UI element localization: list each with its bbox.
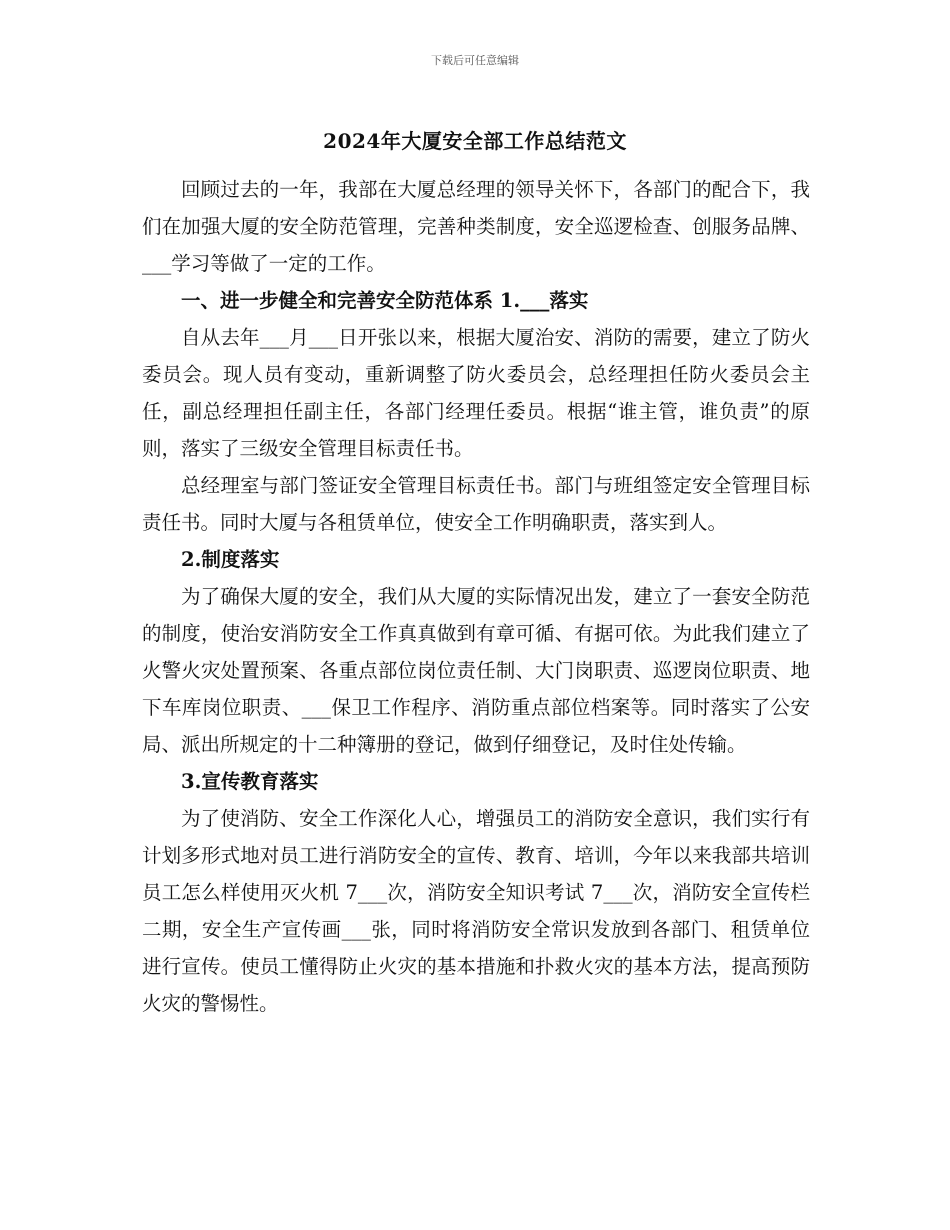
section-1-paragraph-2: 总经理室与部门签证安全管理目标责任书。部门与班组签定安全管理目标责任书。同时大厦与各租赁单位，使安全工作明确职责，落实到人。 [142, 474, 810, 534]
section-3-heading: 3.宣传教育落实 [181, 770, 319, 793]
section-3-paragraph: 为了使消防、安全工作深化人心，增强员工的消防安全意识，我们实行有计划多形式地对员工进行消防安全的宣传、教育、培训，今年以来我部共培训员工怎么样使用灭火机 7___次，消防安全知识考试 7___次，消防安全宣传栏二期，安全生产宣传画___张，同时将消防安全常识发放到各部门、租赁单位进行宣传。使员工懂得防止火灾的基本措施和扑救火灾的基本方法，提高预防火灾的警惕性。 [142, 807, 810, 1015]
section-1-heading: 一、进一步健全和完善安全防范体系 1.___落实 [181, 289, 589, 312]
section-2-paragraph: 为了确保大厦的安全，我们从大厦的实际情况出发，建立了一套安全防范的制度，使治安消防安全工作真真做到有章可循、有据可依。为此我们建立了火警火灾处置预案、各重点部位岗位责任制、大门岗职责、巡逻岗位职责、地下车库岗位职责、___保卫工作程序、消防重点部位档案等。同时落实了公安局、派出所规定的十二种簿册的登记，做到仔细登记，及时住处传输。 [142, 585, 810, 756]
intro-paragraph: 回顾过去的一年，我部在大厦总经理的领导关怀下，各部门的配合下，我们在加强大厦的安全防范管理，完善种类制度，安全巡逻检查、创服务品牌、___学习等做了一定的工作。 [142, 178, 810, 275]
document-title: 2024年大厦安全部工作总结范文 [323, 129, 627, 153]
section-1-paragraph-1: 自从去年___月___日开张以来，根据大厦治安、消防的需要，建立了防火委员会。现人员有变动，重新调整了防火委员会，总经理担任防火委员会主任，副总经理担任副主任，各部门经理任委员。根据“谁主管，谁负责”的原则，落实了三级安全管理目标责任书。 [142, 326, 810, 460]
section-2-heading: 2.制度落实 [181, 548, 280, 571]
document-body [142, 171, 810, 1022]
page-header-note: 下载后可任意编辑 [431, 54, 519, 67]
